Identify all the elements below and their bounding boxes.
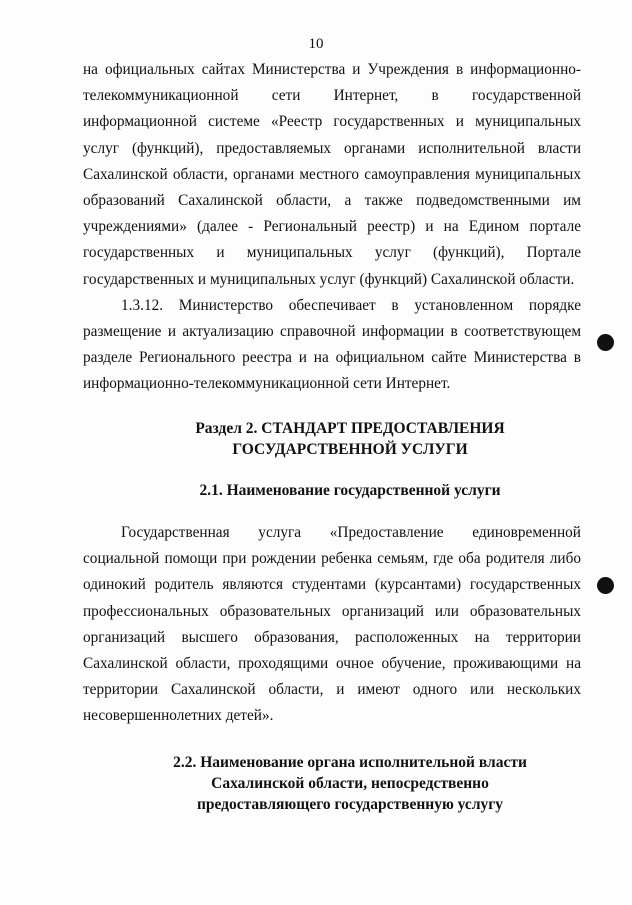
section-2-heading-line-1: Раздел 2. СТАНДАРТ ПРЕДОСТАВЛЕНИЯ	[195, 420, 505, 437]
text-block-intro	[83, 57, 581, 398]
subsection-2-2-line-2: Сахалинской области, непосредственно	[211, 775, 489, 792]
binder-hole-mark	[597, 334, 614, 351]
paragraph-registry-info: на официальных сайтах Министерства и Учреждения в информационно-телекоммуникационной сети Интернет, в государственной информационной системе «Реестр государственных и муниципальных услуг (функций), предоставляемых органами исполнительной власти Сахалинской области, органами местного самоуправления муниципальных образований Сахалинской области, а также подведомственными им учреждениями» (далее - Региональный реестр) и на Едином портале государственных и муниципальных услуг (функций), Портале государственных и муниципальных услуг (функций) Сахалинской области.	[83, 61, 581, 288]
subsection-2-2-heading	[0, 752, 632, 815]
paragraph-1-3-12: 1.3.12. Министерство обеспечивает в установленном порядке размещение и актуализацию справочной информации в соответствующем разделе Регионального реестра и на официальном сайте Министерства в информационно-телекоммуникационной сети Интернет.	[83, 296, 581, 393]
section-2-heading-line-2: ГОСУДАРСТВЕННОЙ УСЛУГИ	[232, 441, 468, 458]
text-block-service-name	[83, 520, 581, 730]
subsection-2-1-title: 2.1. Наименование государственной услуги	[199, 482, 501, 499]
binder-hole-mark	[597, 577, 614, 594]
page-number: 10	[308, 36, 324, 52]
paragraph-service-name: Государственная услуга «Предоставление единовременной социальной помощи при рождении ребенка семьям, где оба родителя либо одинокий родитель являются студентами (курсантами) государственных профессиональных образовательных организаций или образовательных организаций высшего образования, расположенных на территории Сахалинской области, проходящими очное обучение, проживающими на территории Сахалинской области, и имеют одного или нескольких несовершеннолетних детей».	[83, 524, 581, 725]
subsection-2-2-line-1: 2.2. Наименование органа исполнительной власти	[173, 754, 527, 771]
subsection-2-1-heading	[0, 480, 632, 501]
subsection-2-2-line-3: предоставляющего государственную услугу	[196, 796, 504, 813]
section-2-heading	[0, 418, 632, 460]
